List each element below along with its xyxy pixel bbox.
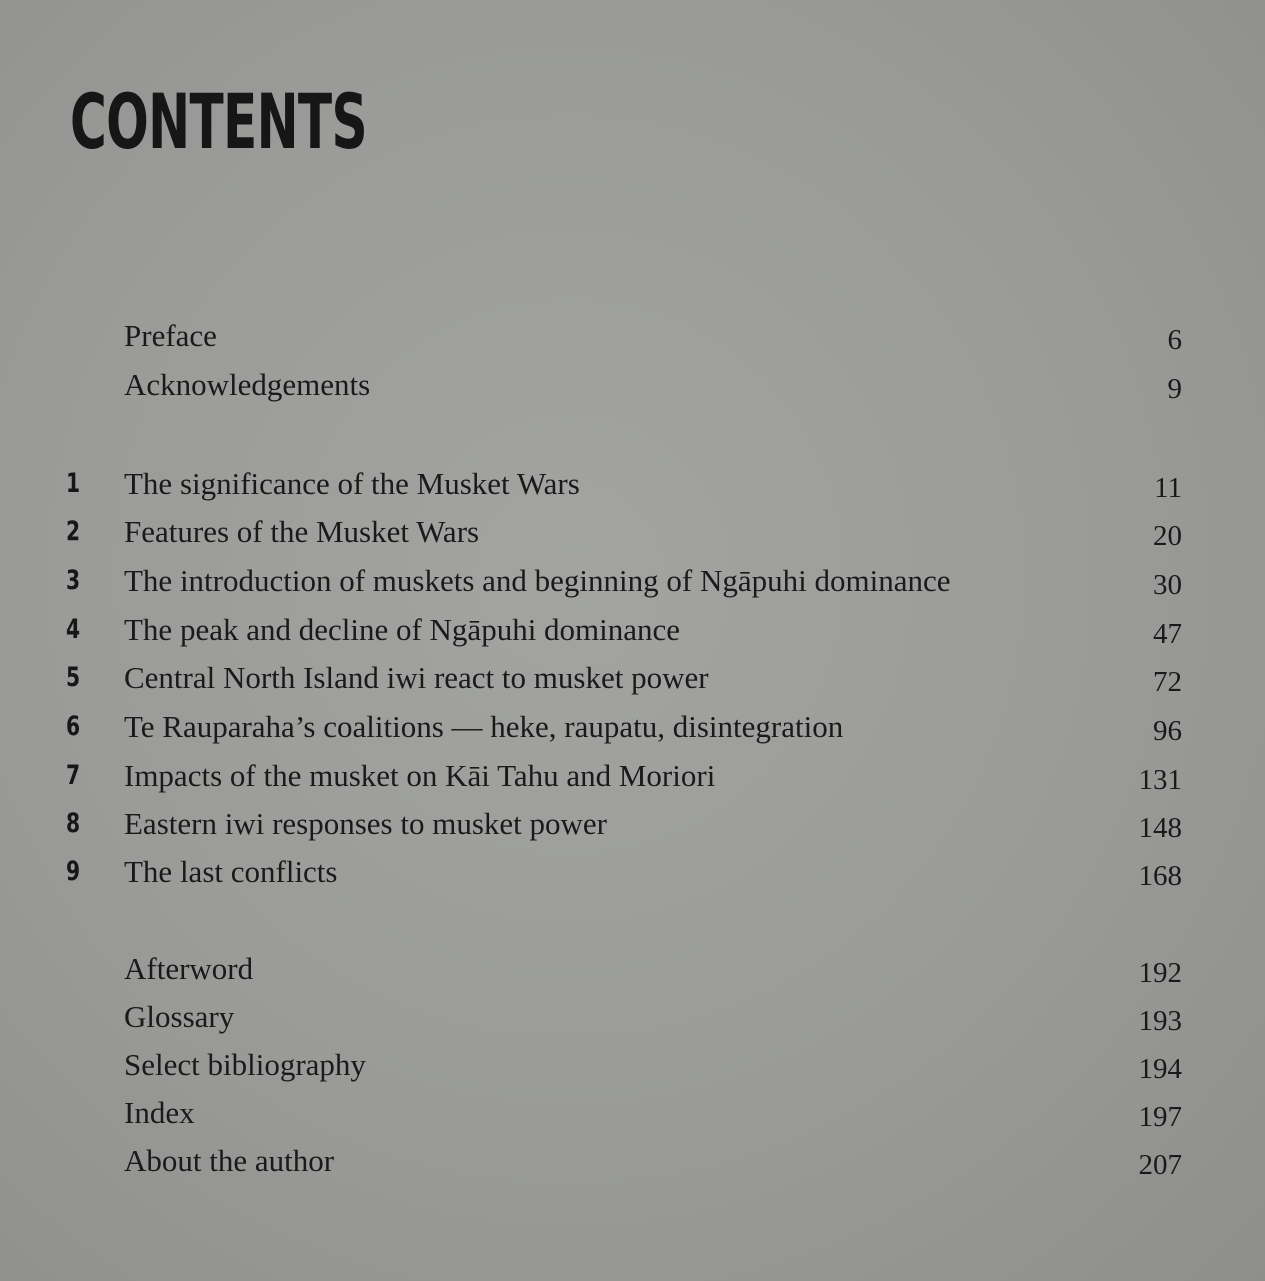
chapter-number: 1 [66,468,81,499]
toc-chapter-9 [0,852,1265,896]
chapter-page: 96 [1153,715,1182,747]
chapter-title: Central North Island iwi react to musket power [124,660,709,695]
chapter-number: 7 [66,760,81,791]
chapter-page: 72 [1153,666,1182,698]
chapter-number: 3 [66,565,81,596]
chapter-number: 2 [66,516,81,547]
toc-chapter-4 [0,610,1265,654]
entry-title: Acknowledgements [124,367,371,402]
chapter-page: 11 [1154,472,1182,504]
toc-chapter-5 [0,658,1265,702]
toc-entry-about-the-author [0,1141,1265,1185]
chapter-title: The introduction of muskets and beginning of Ngāpuhi dominance [124,563,951,598]
toc-chapter-2 [0,512,1265,556]
chapter-title: The peak and decline of Ngāpuhi dominance [124,612,681,647]
entry-page: 197 [1138,1101,1182,1133]
chapter-number: 9 [66,856,81,887]
toc-entry-glossary [0,997,1265,1041]
toc-chapter-8 [0,804,1265,848]
chapter-page: 148 [1138,812,1182,844]
toc-chapter-3 [0,561,1265,605]
entry-title: About the author [124,1143,335,1178]
entry-title: Afterword [124,951,254,986]
chapter-title: The significance of the Musket Wars [124,466,580,501]
entry-page: 194 [1138,1053,1182,1085]
entry-title: Index [124,1095,195,1130]
chapter-number: 5 [66,662,81,693]
chapter-title: Impacts of the musket on Kāi Tahu and Moriori [124,758,716,793]
toc-chapter-6 [0,707,1265,751]
chapter-number: 4 [66,614,81,645]
chapter-title: Eastern iwi responses to musket power [124,806,607,841]
toc-chapter-1 [0,464,1265,508]
chapter-title: Te Rauparaha’s coalitions — heke, raupatu, disintegration [124,709,844,744]
chapter-page: 30 [1153,569,1182,601]
toc-entry-preface [0,316,1265,360]
entry-page: 193 [1138,1005,1182,1037]
entry-page: 9 [1167,373,1182,405]
entry-page: 192 [1138,957,1182,989]
chapter-number: 6 [66,711,81,742]
toc-entry-acknowledgements [0,365,1265,409]
entry-page: 207 [1138,1149,1182,1181]
toc-entry-index [0,1093,1265,1137]
chapter-page: 47 [1153,618,1182,650]
entry-page: 6 [1167,324,1182,356]
toc-entry-select-bibliography [0,1045,1265,1089]
chapter-page: 168 [1138,860,1182,892]
chapter-page: 20 [1153,520,1182,552]
toc-chapter-7 [0,756,1265,800]
entry-title: Glossary [124,999,235,1034]
entry-title: Preface [124,318,217,353]
chapter-title: Features of the Musket Wars [124,514,480,549]
chapter-title: The last conflicts [124,854,338,889]
chapter-number: 8 [66,808,81,839]
page-title: CONTENTS [70,77,367,166]
entry-title: Select bibliography [124,1047,366,1082]
toc-entry-afterword [0,949,1265,993]
chapter-page: 131 [1138,764,1182,796]
